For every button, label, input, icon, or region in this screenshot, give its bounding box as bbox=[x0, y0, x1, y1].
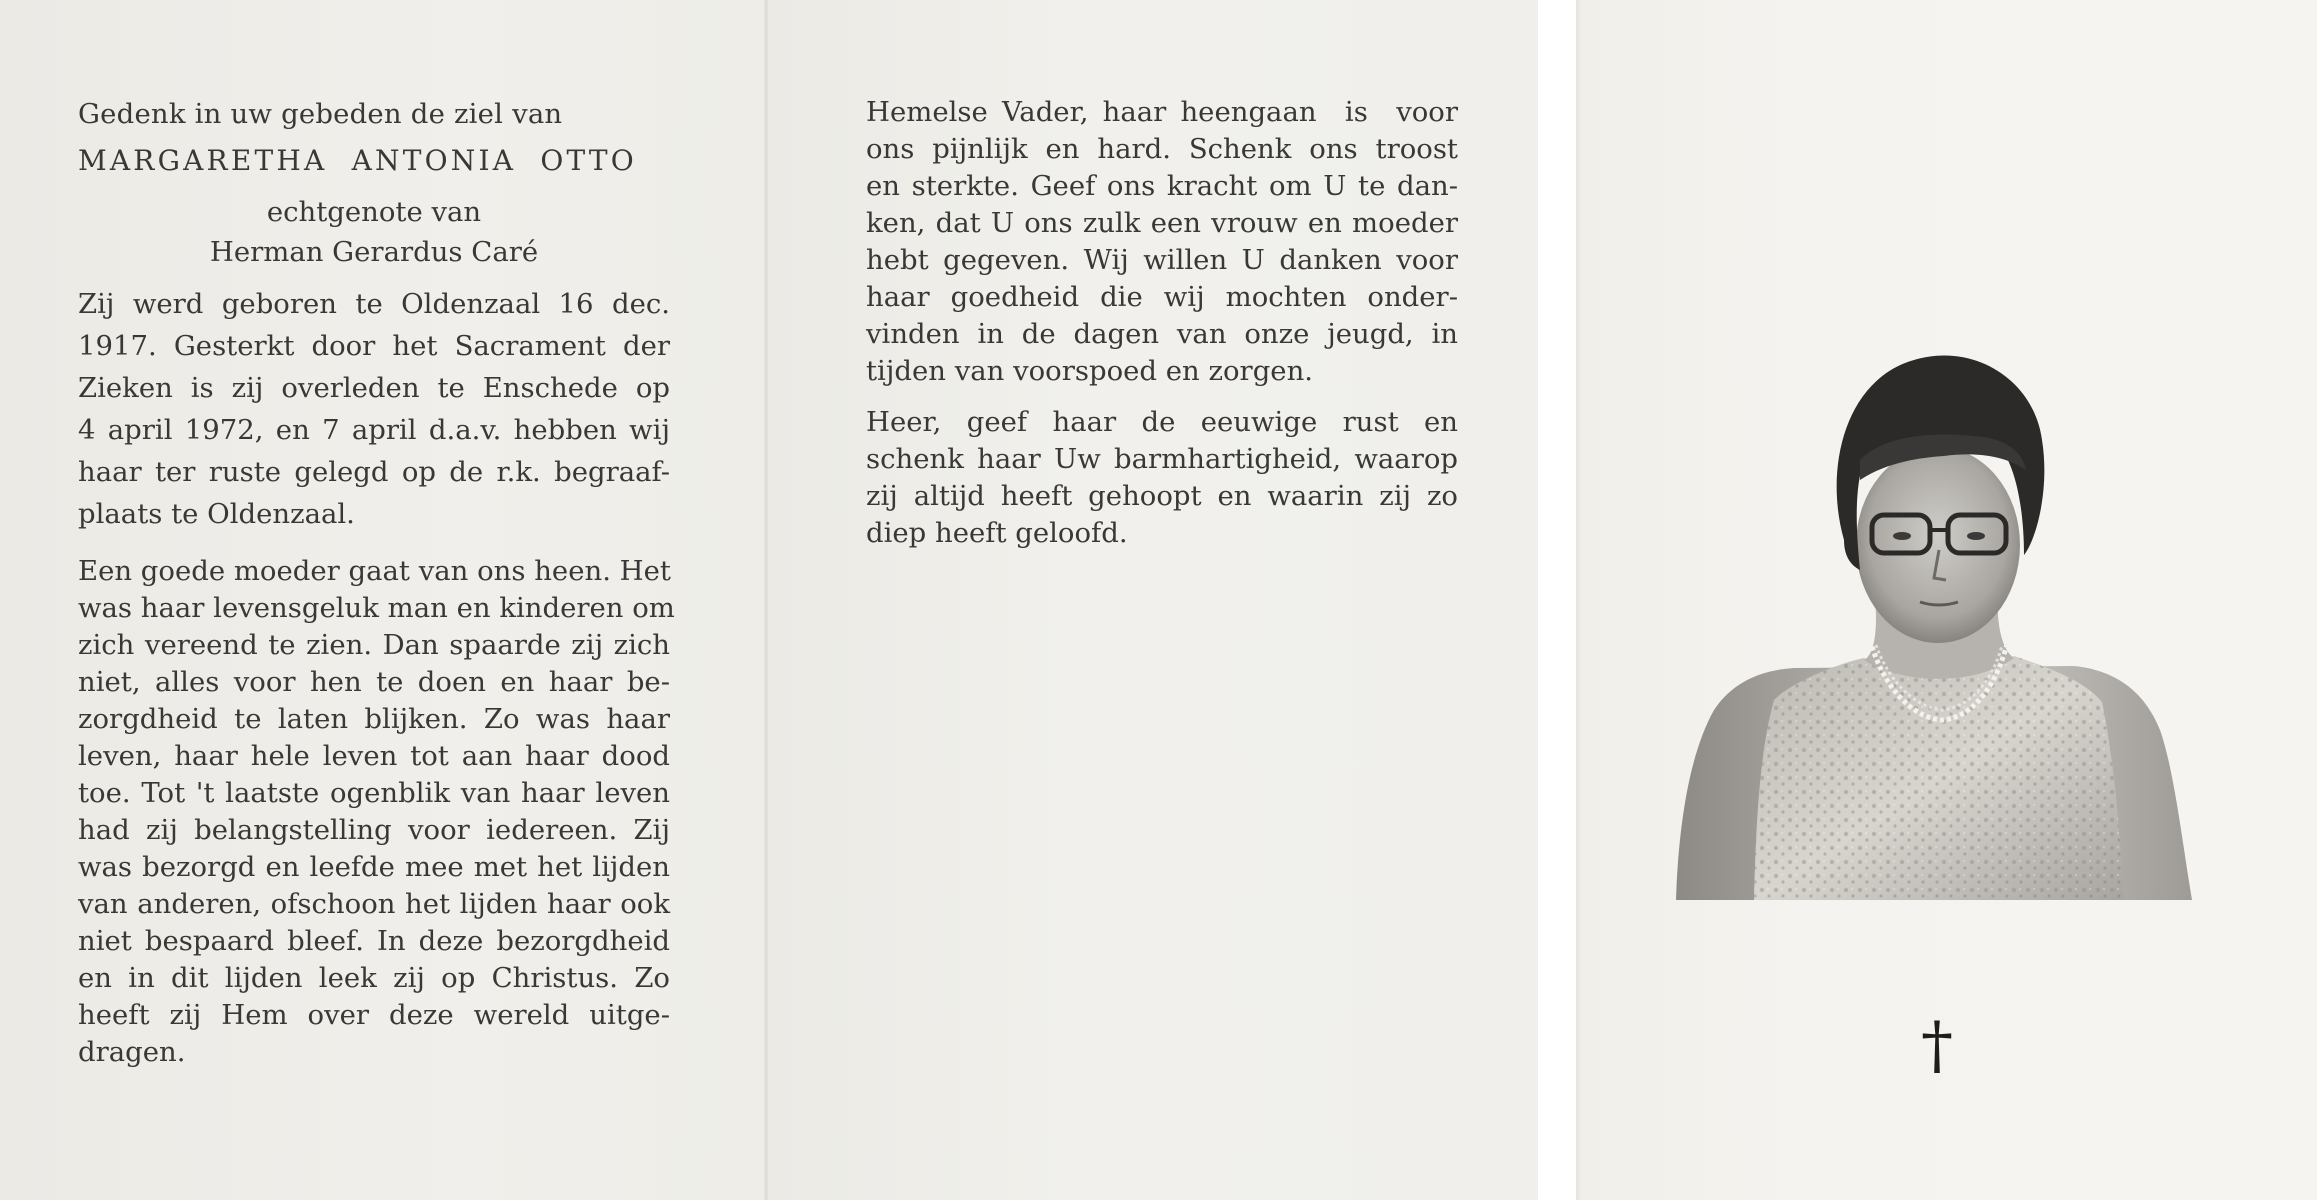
front-card bbox=[1576, 0, 2317, 1200]
birth-line: Zij werd geboren te Oldenzaal 16 dec. bbox=[78, 288, 670, 320]
cross-icon: † bbox=[1921, 1009, 1953, 1083]
tribute-line: van anderen, ofschoon het lijden haar ook bbox=[78, 888, 670, 920]
tribute-paragraph bbox=[78, 553, 675, 1071]
prayer-line: vinden in de dagen van onze jeugd, in bbox=[866, 318, 1458, 350]
tribute-line: Een goede moeder gaat van ons heen. Het bbox=[78, 555, 671, 587]
prayer-line: en sterkte. Geef ons kracht om U te dan- bbox=[866, 170, 1458, 202]
rest-line: diep heeft geloofd. bbox=[866, 517, 1128, 549]
tribute-line: niet, alles voor hen te doen en haar be- bbox=[78, 666, 670, 698]
birth-line: 1917. Gesterkt door het Sacrament der bbox=[78, 330, 670, 362]
prayer-line: ons pijnlijk en hard. Schenk ons troost bbox=[866, 133, 1458, 165]
rest-line: Heer, geef haar de eeuwige rust en bbox=[866, 406, 1458, 438]
birth-line: 4 april 1972, en 7 april d.a.v. hebben wij bbox=[78, 414, 670, 446]
prayer-line: hebt gegeven. Wij willen U danken voor bbox=[866, 244, 1458, 276]
rest-line: zij altijd heeft gehoopt en waarin zij zo bbox=[866, 480, 1458, 512]
prayer-line: haar goedheid die wij mochten onder- bbox=[866, 281, 1458, 313]
birth-paragraph bbox=[78, 286, 670, 533]
card-fold bbox=[764, 0, 768, 1200]
prayer-line: Hemelse Vader, haar heengaan is voor bbox=[866, 96, 1458, 128]
prayer-line: tijden van voorspoed en zorgen. bbox=[866, 355, 1314, 387]
tribute-line: zich vereend te zien. Dan spaarde zij zich bbox=[78, 629, 670, 661]
birth-line: Zieken is zij overleden te Enschede op bbox=[78, 372, 670, 404]
rest-paragraph bbox=[866, 404, 1458, 552]
prayer-paragraph bbox=[866, 94, 1458, 390]
tribute-line: leven, haar hele leven tot aan haar dood bbox=[78, 740, 670, 772]
rest-line: schenk haar Uw barmhartigheid, waarop bbox=[866, 443, 1458, 475]
tribute-line: en in dit lijden leek zij op Christus. Zo bbox=[78, 962, 670, 994]
tribute-line: heeft zij Hem over deze wereld uitge- bbox=[78, 999, 670, 1031]
scan-gap bbox=[1538, 0, 1576, 1200]
prayer-line: ken, dat U ons zulk een vrouw en moeder bbox=[866, 207, 1458, 239]
tribute-line: had zij belangstelling voor iedereen. Zij bbox=[78, 814, 670, 846]
tribute-line: toe. Tot 't laatste ogenblik van haar leven bbox=[78, 777, 670, 809]
tribute-line: niet bespaard bleef. In deze bezorgdheid bbox=[78, 925, 670, 957]
spouse-label: echtgenote van bbox=[266, 196, 482, 228]
birth-line: plaats te Oldenzaal. bbox=[78, 498, 355, 530]
spouse-name: Herman Gerardus Caré bbox=[209, 236, 539, 268]
tribute-line: was bezorgd en leefde mee met het lijden bbox=[78, 851, 670, 883]
portrait-photo bbox=[1674, 340, 2194, 900]
intro-text: Gedenk in uw gebeden de ziel van bbox=[78, 98, 563, 130]
front-card-edge bbox=[1576, 0, 1582, 1200]
tribute-line: dragen. bbox=[78, 1036, 186, 1068]
deceased-name: MARGARETHA ANTONIA OTTO bbox=[78, 144, 637, 177]
birth-line: haar ter ruste gelegd op de r.k. begraaf- bbox=[78, 456, 670, 488]
left-page-text bbox=[78, 92, 675, 1071]
tribute-line: zorgdheid te laten blijken. Zo was haar bbox=[78, 703, 670, 735]
middle-page-text bbox=[866, 94, 1458, 552]
tribute-line: was haar levensgeluk man en kinderen om bbox=[78, 592, 675, 624]
